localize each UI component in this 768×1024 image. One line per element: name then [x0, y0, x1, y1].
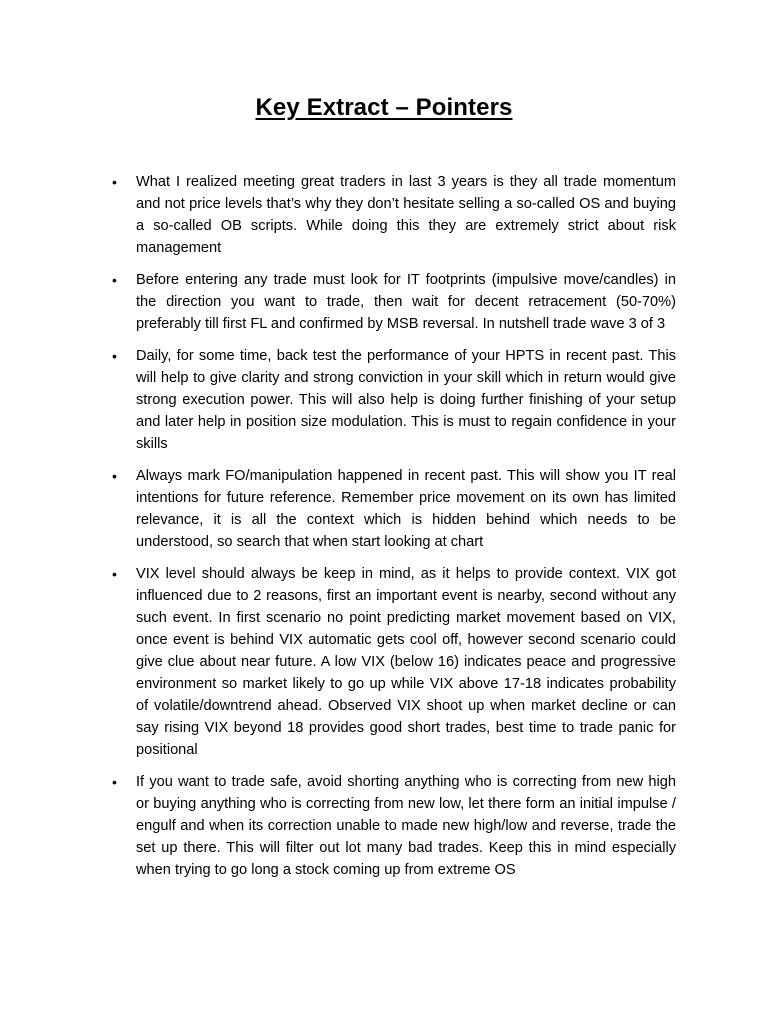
list-item	[110, 563, 676, 761]
bullet-icon: •	[112, 174, 117, 190]
bullet-icon: •	[112, 774, 117, 790]
list-item-text: What I realized meeting great traders in last 3 years is they all trade momentum and not price levels that’s why they don’t hesitate selling a so-called OS and buying a so-called OB scripts. While doing this they are extremely strict about risk management	[136, 174, 676, 256]
page-title: Key Extract – Pointers	[255, 94, 513, 121]
list-item	[110, 465, 676, 553]
list-item-text: Daily, for some time, back test the performance of your HPTS in recent past. This will help to give clarity and strong conviction in your skill which in return would give strong execution power. This will also help is doing further finishing of your setup and later help in position size modulation. This is must to regain confidence in your skills	[136, 348, 676, 452]
list-item	[110, 771, 676, 881]
bullet-list	[110, 171, 676, 891]
list-item-text: If you want to trade safe, avoid shorting anything who is correcting from new high or buying anything who is correcting from new low, let there form an initial impulse / engulf and when its correction unable to made new high/low and reverse, trade the set up there. This will filter out lot many bad trades. Keep this in mind especially when trying to go long a stock coming up from extreme OS	[136, 774, 676, 878]
bullet-icon: •	[112, 272, 117, 288]
bullet-icon: •	[112, 348, 117, 364]
list-item-text: VIX level should always be keep in mind, as it helps to provide context. VIX got influenced due to 2 reasons, first an important event is nearby, second without any such event. In first scenario no point predicting market movement based on VIX, once event is behind VIX automatic gets cool off, however second scenario could give clue about near future. A low VIX (below 16) indicates peace and progressive environment so market likely to go up while VIX above 17-18 indicates probability of volatile/downtrend ahead. Observed VIX shoot up when market decline or can say rising VIX beyond 18 provides good short trades, best time to trade panic for positional	[136, 566, 676, 758]
list-item-text: Always mark FO/manipulation happened in recent past. This will show you IT real intentions for future reference. Remember price movement on its own has limited relevance, it is all the context which is hidden behind which needs to be understood, so search that when start looking at chart	[136, 468, 676, 550]
list-item-text: Before entering any trade must look for IT footprints (impulsive move/candles) in the direction you want to trade, then wait for decent retracement (50-70%) preferably till first FL and confirmed by MSB reversal. In nutshell trade wave 3 of 3	[136, 272, 676, 332]
list-item	[110, 345, 676, 455]
bullet-icon: •	[112, 468, 117, 484]
list-item	[110, 269, 676, 335]
bullet-icon: •	[112, 566, 117, 582]
list-item	[110, 171, 676, 259]
